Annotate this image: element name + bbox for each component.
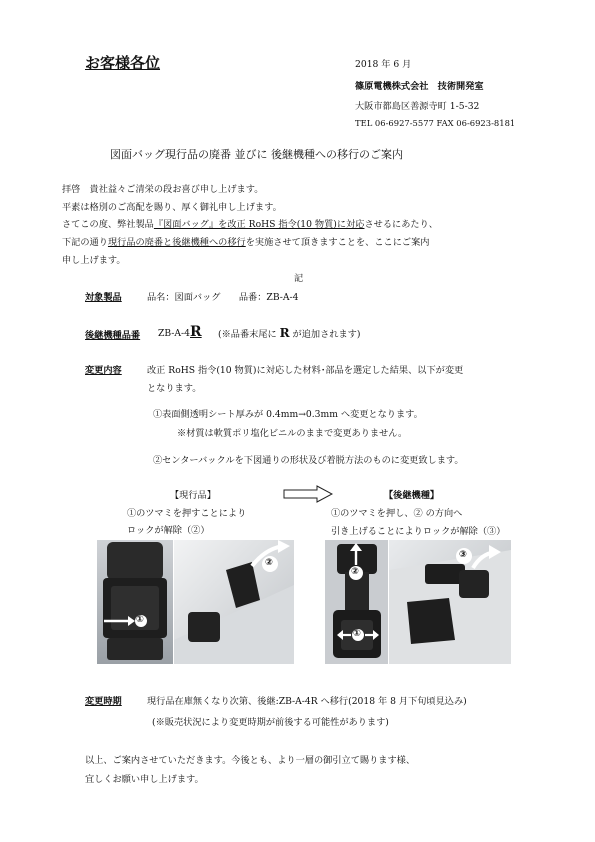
target-label: 対象製品 — [85, 292, 122, 303]
date: 2018 年 6 月 — [355, 59, 412, 70]
change-item-1-note: ※材質は軟質ポリ塩化ビニルのままで変更ありません。 — [177, 428, 408, 439]
new-marker-2-label: ② — [351, 566, 359, 577]
closing-line-1: 以上、ご案内させていただきます。今後とも、より一層の御引立て賜ります様、 — [85, 755, 416, 766]
new-desc-1: ①のツマミを押し、② の方向へ — [331, 508, 463, 519]
successor-label: 後継機種品番 — [85, 330, 141, 341]
intro-line-4-b: 現行品の廃番と後継機種への移行 — [107, 237, 246, 248]
target-value: 品名：図面バッグ 品番：ZB-A-4 — [147, 292, 299, 303]
new-marker-2 — [347, 543, 365, 583]
successor-model-suffix: R — [190, 324, 202, 340]
change-line-1: 改正 RoHS 指令(10 物質)に対応した材料･部品を選定した結果、以下が変更 — [147, 365, 464, 376]
intro-line-5: 申し上げます。 — [62, 255, 126, 266]
intro-line-1: 拝啓 貴社益々ご清栄の段お喜び申し上げます。 — [62, 184, 264, 195]
current-marker-1 — [103, 613, 147, 629]
current-buckle-photo-front — [97, 540, 173, 664]
successor-value — [158, 324, 202, 340]
intro-line-3-c: させるにあたり、 — [364, 219, 438, 230]
company-name: 篠原電機株式会社 技術開発室 — [355, 81, 484, 92]
addressee: お客様各位 — [85, 54, 161, 72]
current-desc-2: ロックが解除（②） — [127, 525, 210, 536]
current-desc-1: ①のツマミを押すことにより — [127, 508, 247, 519]
company-address: 大阪市都島区善源寺町 1-5-32 — [355, 101, 480, 112]
new-heading: 【後継機種】 — [384, 490, 440, 501]
intro-line-3-b: 『図面バッグ』を改正 RoHS 指令(10 物質)に対応 — [153, 219, 365, 230]
new-desc-2: 引き上げることによりロックが解除（③） — [331, 526, 506, 537]
new-buckle-photo-side — [389, 540, 511, 664]
ki-mark: 記 — [294, 273, 304, 284]
closing-line-2: 宜しくお願い申し上げます。 — [85, 774, 204, 785]
current-heading: 【現行品】 — [170, 490, 216, 501]
marker-2-label: ② — [265, 557, 273, 568]
change-item-2: ②センターバックルを下図通りの形状及び着脱方法のものに変更致します。 — [153, 455, 464, 466]
intro-line-4 — [62, 234, 430, 248]
intro-line-4-c: を実施させて頂きますことを、ここにご案内 — [245, 237, 430, 248]
intro-line-3 — [62, 216, 438, 230]
new-marker-1 — [337, 627, 381, 643]
new-marker-3 — [456, 548, 472, 564]
timing-line-1: 現行品在庫無くなり次第、後継:ZB-A-4R へ移行(2018 年 8 月下旬頃見込み) — [147, 696, 467, 707]
new-marker-1-label: ① — [353, 628, 361, 639]
intro-line-4-a: 下記の通り — [62, 237, 108, 248]
document-title: 図面バッグ現行品の廃番 並びに 後継機種への移行のご案内 — [110, 148, 403, 161]
timing-line-2: (※販売状況により変更時期が前後する可能性があります) — [152, 717, 389, 728]
successor-note-c: が追加されます) — [292, 329, 361, 340]
successor-model-base: ZB-A-4 — [158, 328, 190, 339]
marker-1-label: ① — [136, 614, 144, 625]
timing-label: 変更時期 — [85, 696, 122, 707]
right-arrow-icon — [283, 485, 333, 503]
change-item-1: ①表面側透明シート厚みが 0.4mm→0.3mm へ変更となります。 — [153, 409, 423, 420]
current-marker-2 — [262, 556, 278, 572]
company-tel-fax: TEL 06-6927-5577 FAX 06-6923-8181 — [355, 118, 516, 128]
successor-note — [218, 326, 360, 340]
intro-line-2: 平素は格別のご高配を賜り、厚く御礼申し上げます。 — [62, 202, 282, 213]
successor-note-a: (※品番末尾に — [218, 329, 277, 340]
marker-3-label: ③ — [459, 549, 467, 560]
change-line-2: となります。 — [147, 383, 202, 394]
change-label: 変更内容 — [85, 365, 122, 376]
intro-line-3-a: さてこの度、弊社製品 — [62, 219, 154, 230]
successor-note-suffix: R — [279, 326, 290, 340]
